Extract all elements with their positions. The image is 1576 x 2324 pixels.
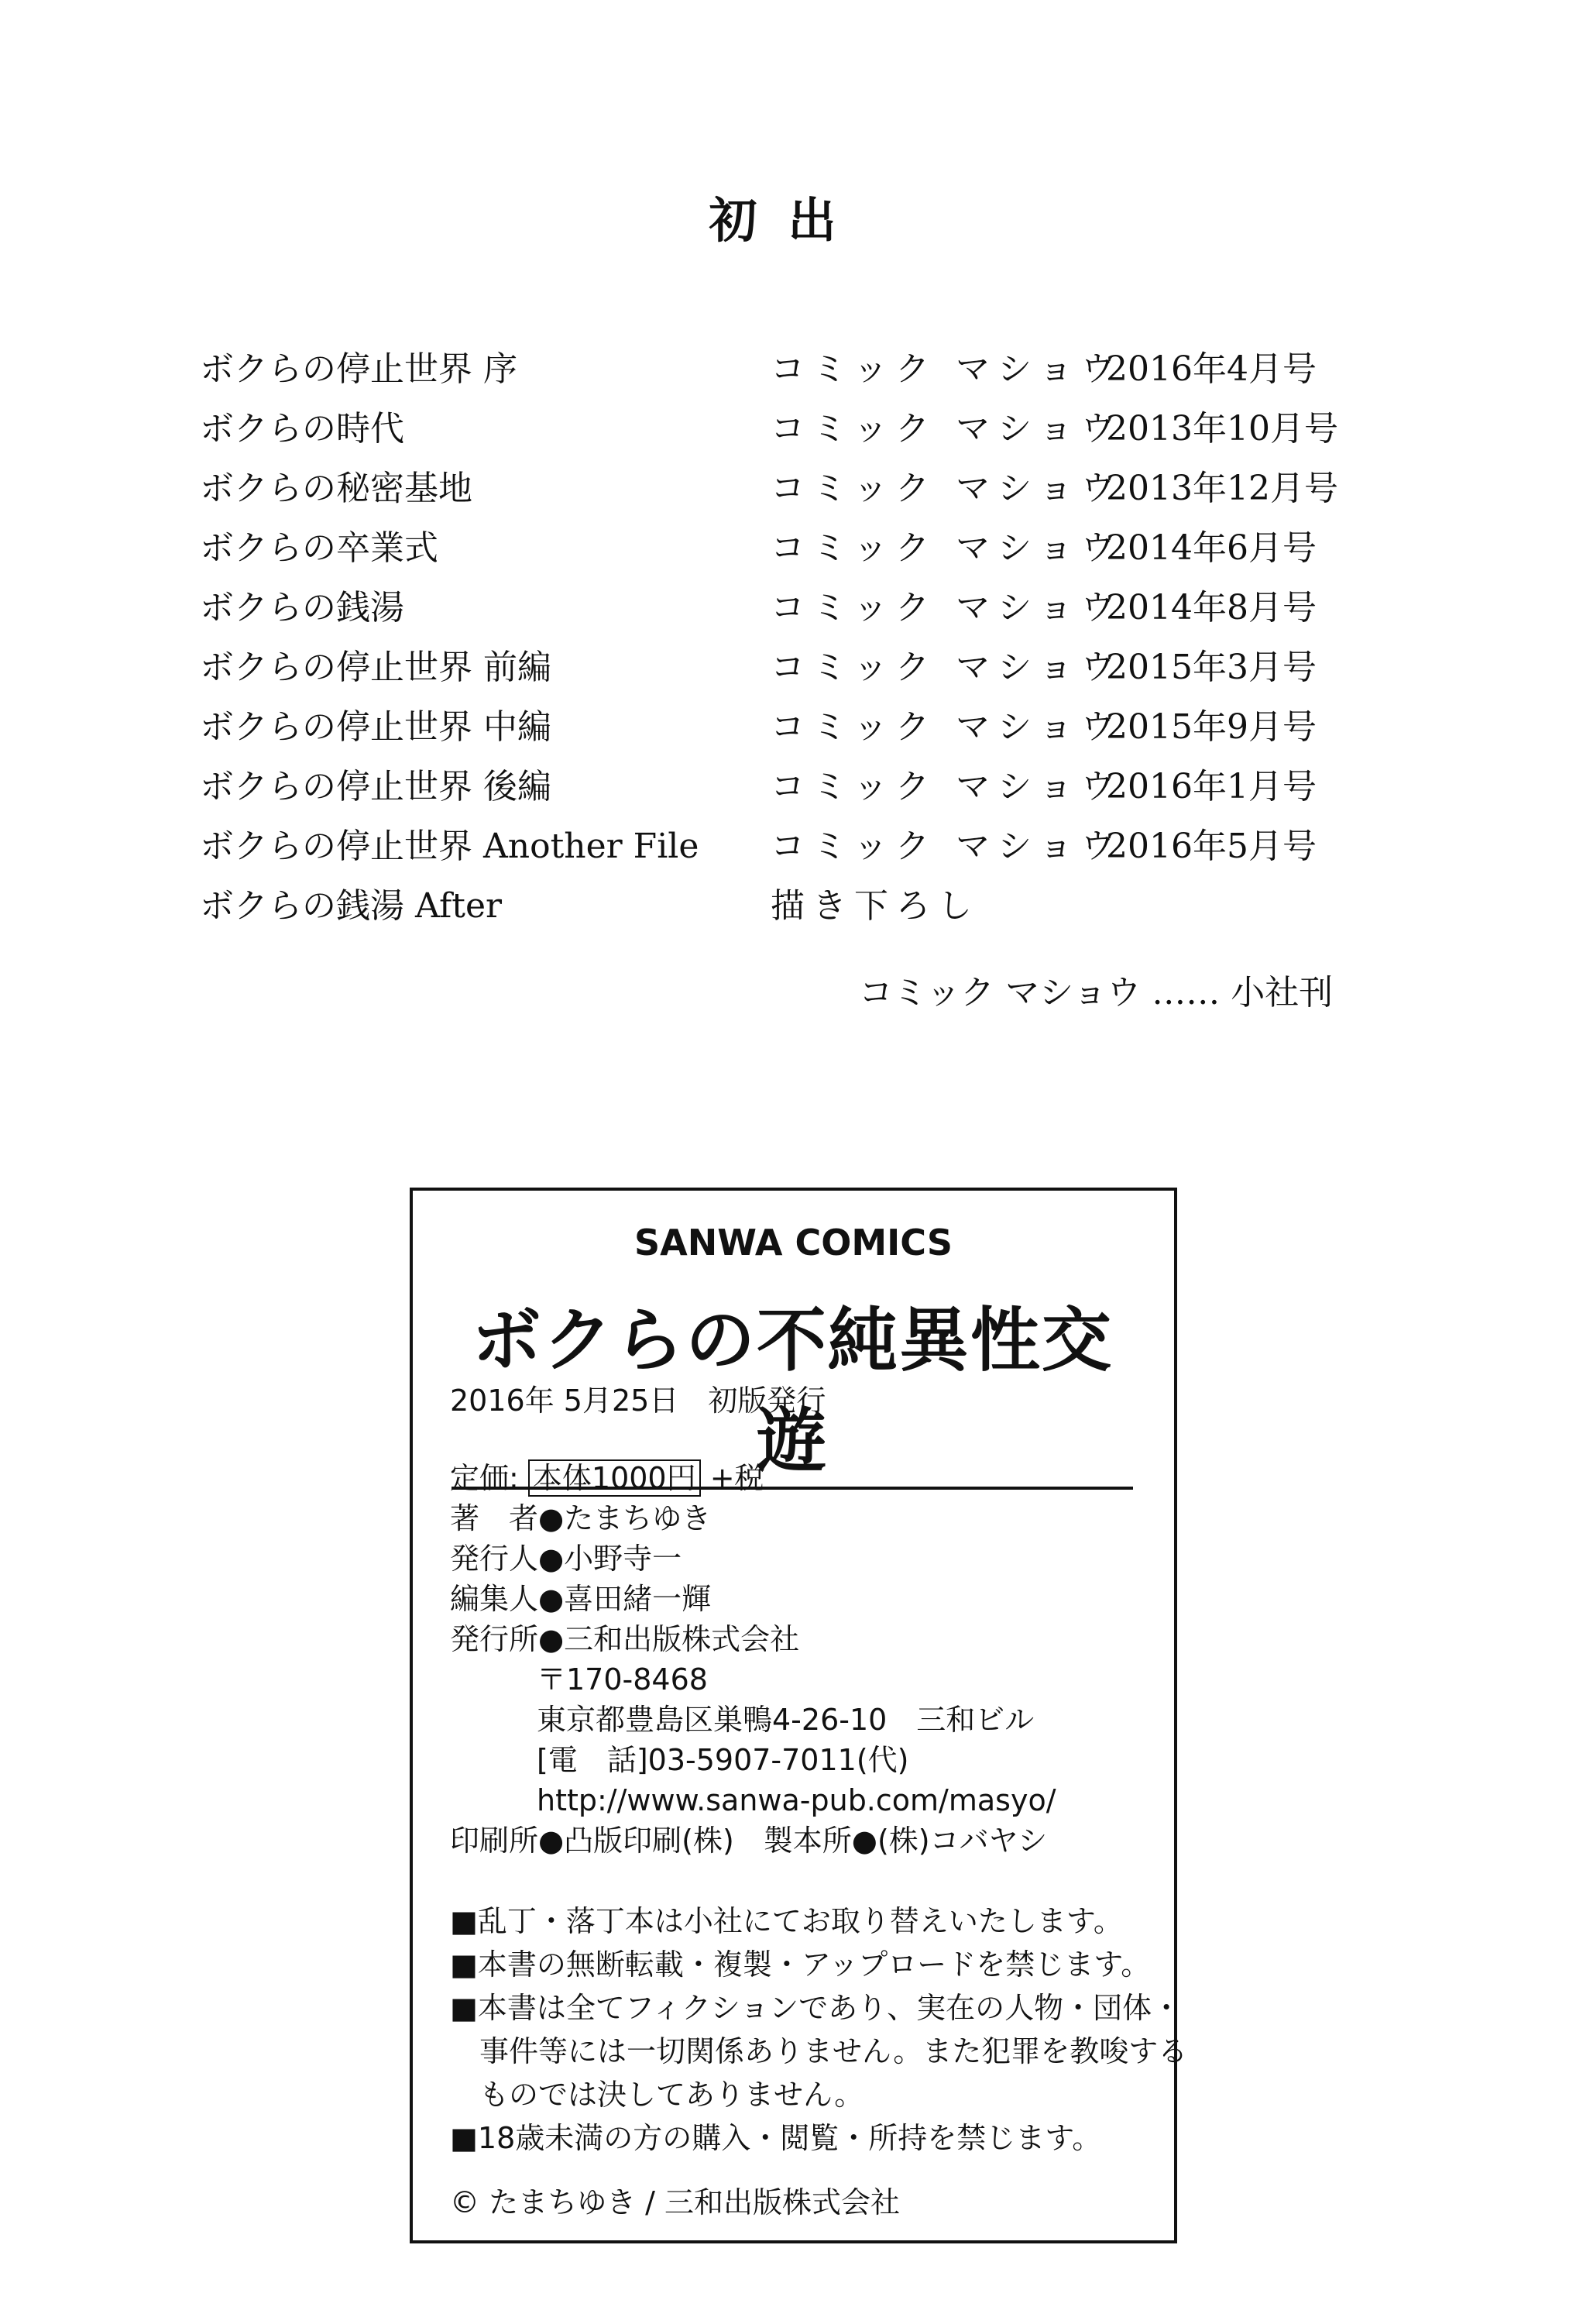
publisher-line: 発行所●三和出版株式会社 (450, 1622, 800, 1656)
book-title: ボクらの不純異性交遊 (452, 1284, 1133, 1490)
price-label: 定価: (450, 1461, 519, 1495)
story-title: ボクらの銭湯 (200, 588, 404, 627)
issue-date: 2014年6月号 (1106, 528, 1317, 568)
magazine-name: コミック マショウ (771, 767, 1123, 806)
story-title: ボクらの時代 (200, 409, 404, 449)
magazine-name: コミック マショウ (771, 588, 1123, 627)
magazine-name: コミック マショウ (771, 707, 1123, 747)
postal-code: 〒170-8468 (537, 1662, 708, 1697)
source-row (0, 401, 1576, 460)
issue-date: 2013年10月号 (1106, 409, 1338, 449)
story-title: ボクらの停止世界 序 (200, 349, 517, 389)
source-row (0, 818, 1576, 878)
story-title: ボクらの銭湯 After (200, 886, 503, 926)
story-title: ボクらの秘密基地 (200, 469, 472, 508)
source-row (0, 758, 1576, 818)
publisher-note: コミック マショウ …… 小社刊 (859, 973, 1334, 1012)
source-row (0, 341, 1576, 401)
story-title: ボクらの卒業式 (200, 528, 438, 568)
printer-line: 印刷所●凸版印刷(株) 製本所●(株)コバヤシ (450, 1824, 1048, 1858)
notice: ■乱丁・落丁本は小社にてお取り替えいたします。 (450, 1904, 1123, 1938)
copyright: © たまちゆき / 三和出版株式会社 (450, 2185, 901, 2219)
phone: [電 話]03-5907-7011(代) (537, 1743, 909, 1777)
source-row (0, 878, 1576, 937)
issue-date: 2016年4月号 (1106, 349, 1317, 389)
source-row (0, 699, 1576, 758)
website-url: http://www.sanwa-pub.com/masyo/ (537, 1783, 1056, 1817)
price-tax: +税 (709, 1461, 764, 1495)
magazine-name: コミック マショウ (771, 469, 1123, 508)
imprint-label: SANWA COMICS (633, 1222, 953, 1263)
magazine-name: コミック マショウ (771, 528, 1123, 568)
issue-date: 2013年12月号 (1106, 469, 1338, 508)
address: 東京都豊島区巣鴨4-26-10 三和ビル (537, 1703, 1035, 1737)
magazine-name: コミック マショウ (771, 409, 1123, 449)
first-appearance-heading: 初出 (709, 192, 867, 249)
notice: ■本書は全てフィクションであり、実在の人物・団体・事件等には一切関係ありません。また犯罪を教唆するものでは決してありません。 (450, 1991, 1188, 2112)
source-row (0, 639, 1576, 699)
price-value: 本体1000円 (528, 1459, 701, 1497)
issue-date: 2015年9月号 (1106, 707, 1317, 747)
editor-line: 編集人●喜田緒一輝 (450, 1582, 712, 1616)
colophon-box (410, 1188, 1188, 2243)
publisher-person-line: 発行人●小野寺一 (450, 1542, 682, 1576)
author-line: 著 者●たまちゆき (450, 1501, 712, 1535)
magazine-name: コミック マショウ (771, 349, 1123, 389)
story-title: ボクらの停止世界 後編 (200, 767, 551, 806)
story-title: ボクらの停止世界 中編 (200, 707, 551, 747)
magazine-name: 描き下ろし (771, 886, 980, 926)
price-line (450, 1458, 764, 1498)
story-title: ボクらの停止世界 前編 (200, 648, 551, 687)
issue-date: 2016年1月号 (1106, 767, 1317, 806)
publication-date: 2016年 5月25日 初版発行 (450, 1384, 826, 1418)
magazine-name: コミック マショウ (771, 648, 1123, 687)
magazine-name: コミック マショウ (771, 827, 1123, 866)
source-row (0, 579, 1576, 639)
source-row (0, 460, 1576, 520)
notice: ■本書の無断転載・複製・アップロードを禁じます。 (450, 1948, 1151, 1982)
issue-date: 2016年5月号 (1106, 827, 1317, 866)
notice: ■18歳未満の方の購入・閲覧・所持を禁じます。 (450, 2121, 1102, 2155)
issue-date: 2014年8月号 (1106, 588, 1317, 627)
source-row (0, 520, 1576, 579)
issue-date: 2015年3月号 (1106, 648, 1317, 687)
story-title: ボクらの停止世界 Another File (200, 827, 699, 866)
